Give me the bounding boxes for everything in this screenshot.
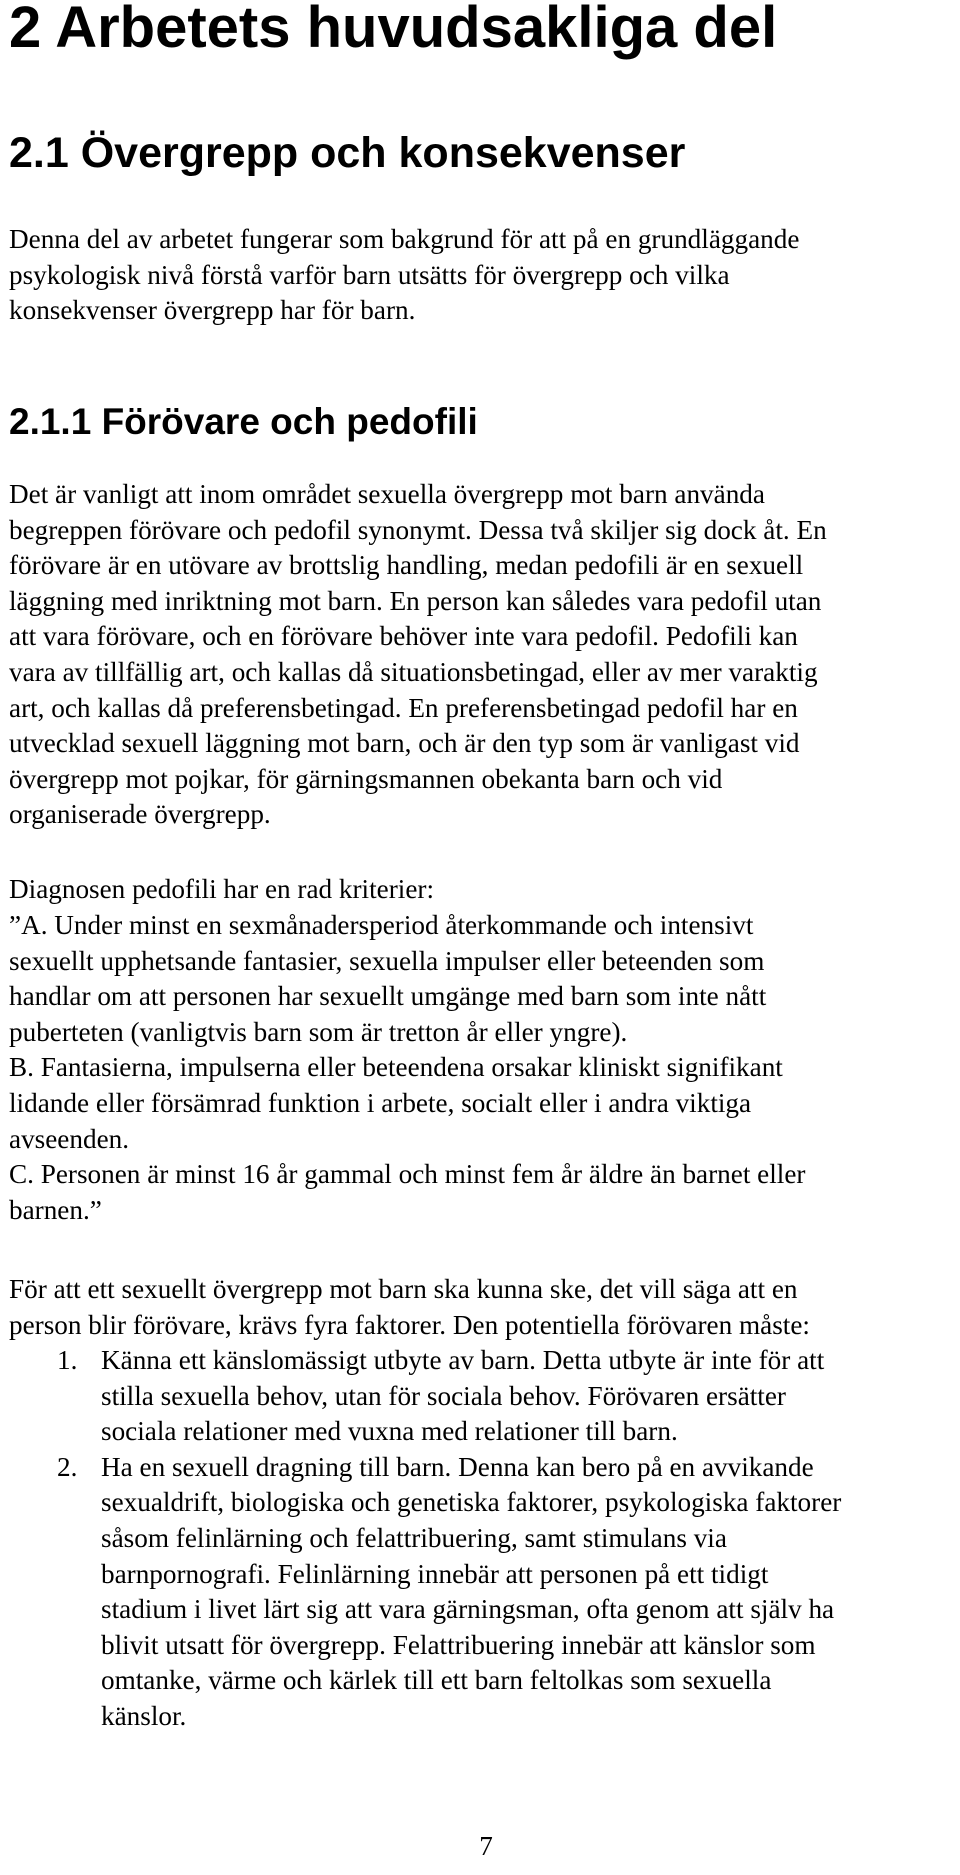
text-line: läggning med inriktning mot barn. En person kan således vara pedofil utan: [9, 585, 822, 616]
perpetrator-paragraph: [9, 477, 954, 833]
page-number: [0, 1829, 960, 1864]
text-line: utvecklad sexuell läggning mot barn, och är den typ som är vanligast vid: [9, 728, 800, 759]
text-line: För att ett sexuellt övergrepp mot barn ska kunna ske, det vill säga att en: [9, 1274, 798, 1304]
text-line: Ha en sexuell dragning till barn. Denna kan bero på en avvikande: [101, 1451, 814, 1482]
text-line: sexualdrift, biologiska och genetiska faktorer, psykologiska faktorer: [101, 1487, 842, 1518]
text-line: begreppen förövare och pedofil synonymt. Dessa två skiljer sig dock åt. En: [9, 514, 827, 545]
text-line: vara av tillfällig art, och kallas då situationsbetingad, eller av mer varaktig: [9, 656, 818, 687]
text-line: handlar om att personen har sexuellt umgänge med barn som inte nått: [9, 981, 767, 1012]
text-line: barnpornografi. Felinlärning innebär att personen på ett tidigt: [101, 1558, 769, 1589]
text-line: avseenden.: [9, 1123, 130, 1154]
text-line: puberteten (vanligtvis barn som är tretton år eller yngre).: [9, 1016, 628, 1047]
text-line: Denna del av arbetet fungerar som bakgrund för att på en grundläggande: [9, 224, 800, 254]
text-line: stilla sexuella behov, utan för sociala behov. Förövaren ersätter: [101, 1380, 786, 1411]
text-line: förövare är en utövare av brottslig handling, medan pedofili är en sexuell: [9, 550, 804, 581]
text-line: sexuellt upphetsande fantasier, sexuella impulser eller beteenden som: [9, 945, 765, 976]
text-line: Det är vanligt att inom området sexuella övergrepp mot barn använda: [9, 479, 765, 509]
subsection-heading: 2.1.1 Förövare och pedofili: [9, 401, 478, 442]
text-line: övergrepp mot pojkar, för gärningsmannen obekanta barn och vid: [9, 763, 723, 794]
text-line: Känna ett känslomässigt utbyte av barn. Detta utbyte är inte för att: [101, 1345, 825, 1375]
diagnosis-criteria: [9, 908, 954, 1228]
text-line: sociala relationer med vuxna med relationer till barn.: [101, 1416, 678, 1447]
text-line: omtanke, värme och kärlek till ett barn feltolkas som sexuella: [101, 1665, 772, 1696]
diagnosis-heading: [9, 872, 954, 908]
text-line: psykologisk nivå förstå varför barn utsätts för övergrepp och vilka: [9, 259, 730, 290]
text-line: art, och kallas då preferensbetingad. En preferensbetingad pedofil har en: [9, 692, 798, 723]
intro-paragraph: [9, 222, 954, 329]
factors-intro-paragraph: [9, 1272, 954, 1343]
text-line: lidande eller försämrad funktion i arbete, socialt eller i andra viktiga: [9, 1087, 752, 1118]
list-number: 2.: [57, 1451, 78, 1482]
text-line: konsekvenser övergrepp har för barn.: [9, 295, 416, 326]
text-line: blivit utsatt för övergrepp. Felattribuering innebär att känslor som: [101, 1629, 816, 1660]
text-line: ”A. Under minst en sexmånadersperiod återkommande och intensivt: [9, 910, 754, 940]
list-item: [9, 1343, 954, 1450]
text-line: känslor.: [101, 1700, 187, 1731]
list-number: 1.: [57, 1345, 78, 1375]
text-line: Diagnosen pedofili har en rad kriterier:: [9, 874, 435, 904]
text-line: C. Personen är minst 16 år gammal och minst fem år äldre än barnet eller: [9, 1159, 806, 1190]
text-line: organiserade övergrepp.: [9, 799, 271, 830]
text-line: såsom felinlärning och felattribuering, samt stimulans via: [101, 1522, 727, 1553]
text-line: att vara förövare, och en förövare behöver inte vara pedofil. Pedofili kan: [9, 621, 798, 652]
text-line: barnen.”: [9, 1194, 102, 1225]
text-line: stadium i livet lärt sig att vara gärningsman, ofta genom att själv ha: [101, 1594, 835, 1625]
text-line: person blir förövare, krävs fyra faktorer. Den potentiella förövaren måste:: [9, 1309, 810, 1340]
chapter-heading: 2 Arbetets huvudsakliga del: [9, 0, 778, 60]
text-line: B. Fantasierna, impulserna eller beteendena orsakar kliniskt signifikant: [9, 1052, 783, 1083]
section-heading: 2.1 Övergrepp och konsekvenser: [9, 129, 686, 177]
list-item: [9, 1450, 954, 1735]
factor-list: [9, 1343, 954, 1735]
page-number-text: 7: [479, 1831, 493, 1861]
